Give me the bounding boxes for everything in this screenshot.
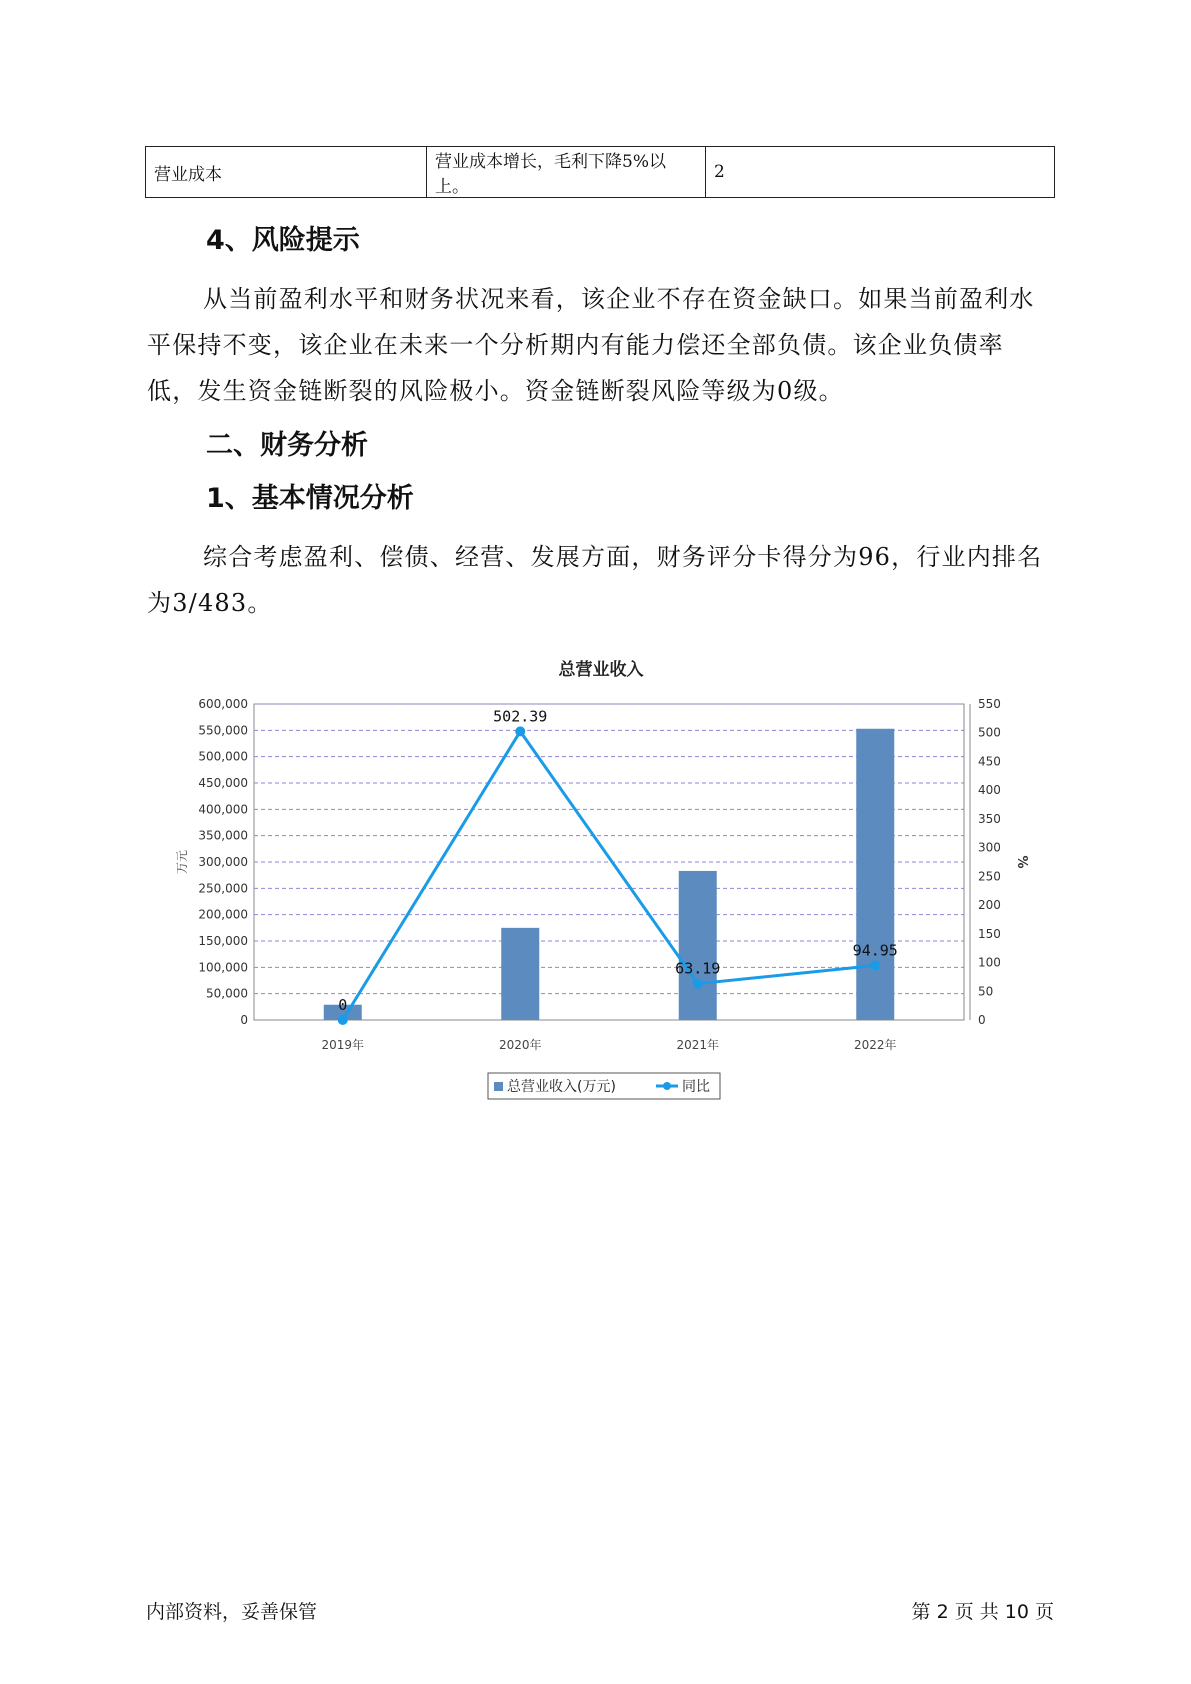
x-tick-label: 2022年 — [853, 1038, 897, 1052]
revenue-chart — [170, 650, 1050, 1110]
legend-label-bar: 总营业收入(万元) — [507, 1079, 616, 1095]
y-tick-label: 400,000 — [198, 802, 248, 817]
data-label: 63.19 — [675, 959, 721, 978]
y-axis-ticks — [198, 697, 248, 1027]
y2-tick-label: 400 — [978, 783, 1001, 798]
x-tick-label: 2019年 — [321, 1038, 365, 1052]
line-point — [870, 960, 880, 970]
line-path — [343, 731, 876, 1020]
data-label: 502.39 — [493, 707, 548, 726]
y2-tick-label: 550 — [978, 697, 1001, 711]
x-tick-label: 2021年 — [676, 1038, 720, 1052]
y2-tick-label: 50 — [978, 984, 994, 999]
bar — [679, 871, 717, 1020]
y-tick-label: 0 — [240, 1013, 248, 1027]
y-tick-label: 150,000 — [198, 934, 248, 948]
table-row — [146, 147, 1055, 198]
bar — [856, 729, 894, 1020]
y2-axis-ticks — [978, 697, 1001, 1027]
y2-tick-label: 100 — [978, 955, 1001, 970]
line-point — [515, 726, 525, 736]
y-axis-label: 万元 — [175, 849, 189, 875]
y2-axis-label: % — [1014, 855, 1029, 869]
y2-tick-label: 150 — [978, 926, 1001, 941]
risk-paragraph: 从当前盈利水平和财务状况来看，该企业不存在资金缺口。如果当前盈利水平保持不变，该企业在未来一个分析期内有能力偿还全部负债。该企业负债率低，发生资金链断裂的风险极小。资金链断裂风险等级为0级。 — [147, 285, 1035, 405]
legend-swatch-bar — [494, 1082, 503, 1091]
legend-swatch-marker — [663, 1082, 671, 1090]
bar-series — [324, 729, 895, 1020]
y-tick-label: 350,000 — [198, 828, 248, 843]
y2-tick-label: 250 — [978, 869, 1001, 884]
y2-tick-label: 300 — [978, 840, 1001, 855]
data-label: 94.95 — [852, 941, 898, 960]
y2-tick-label: 500 — [978, 725, 1001, 740]
table-cell-score: 2 — [706, 147, 1055, 198]
y-tick-label: 500,000 — [198, 749, 248, 764]
table-cell-item: 营业成本 — [146, 147, 427, 198]
y-tick-label: 300,000 — [198, 855, 248, 869]
chart-legend — [488, 1073, 720, 1099]
y2-tick-label: 0 — [978, 1013, 986, 1027]
chart-title: 总营业收入 — [558, 660, 644, 680]
bar — [501, 928, 539, 1020]
y2-tick-label: 200 — [978, 898, 1001, 913]
y-tick-label: 550,000 — [198, 723, 248, 738]
line-series — [338, 707, 898, 1025]
y-tick-label: 200,000 — [198, 907, 248, 922]
criteria-table — [145, 146, 1055, 198]
x-tick-label: 2020年 — [498, 1038, 542, 1052]
table-cell-condition: 营业成本增长，毛利下降5%以上。 — [427, 147, 706, 198]
basic-analysis-paragraph: 综合考虑盈利、偿债、经营、发展方面，财务评分卡得分为96，行业内排名为3/483。 — [147, 543, 1043, 617]
data-label: 0 — [338, 996, 348, 1014]
line-point — [693, 979, 703, 989]
x-axis-labels — [321, 1037, 896, 1052]
risk-heading: 4、风险提示 — [206, 225, 360, 256]
footer-page-number: 第 2 页 共 10 页 — [911, 1601, 1054, 1623]
y2-tick-label: 350 — [978, 811, 1001, 826]
finance-heading: 二、财务分析 — [206, 430, 368, 461]
y-tick-label: 100,000 — [198, 960, 248, 975]
legend-label-line: 同比 — [682, 1079, 710, 1095]
footer-confidential: 内部资料，妥善保管 — [146, 1601, 318, 1623]
y-tick-label: 250,000 — [198, 881, 248, 896]
y2-tick-label: 450 — [978, 754, 1001, 769]
basic-analysis-heading: 1、基本情况分析 — [206, 483, 414, 514]
y-tick-label: 450,000 — [198, 776, 248, 790]
y-tick-label: 50,000 — [206, 986, 248, 1001]
y-tick-label: 600,000 — [198, 697, 248, 711]
line-point — [338, 1015, 348, 1025]
